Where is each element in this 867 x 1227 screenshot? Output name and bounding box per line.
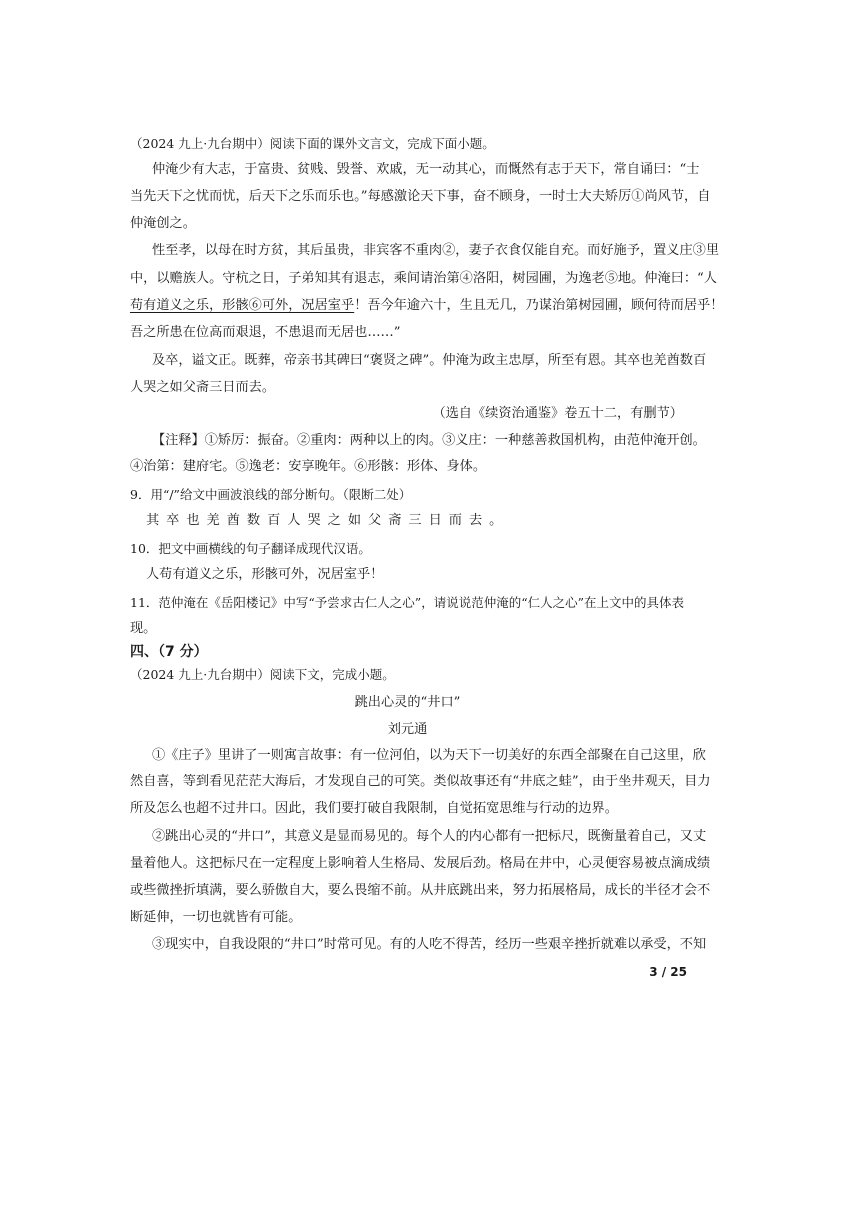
article-p1-line3: 所及怎么也超不过井口。因此，我们要打破自我限制，自觉拓宽思维与行动的边界。 xyxy=(130,801,618,816)
underlined-sentence: 苟有道义之乐，形骸⑥可外，况居室乎 xyxy=(130,298,355,313)
passage-p1-line3: 仲淹创之。 xyxy=(130,216,196,231)
article-title: 跳出心灵的“井口” xyxy=(354,695,461,710)
section4-intro: （2024 九上·九台期中）阅读下文，完成小题。 xyxy=(130,667,395,682)
article-p1-line2: 然自喜，等到看见茫茫大海后，才发现自己的可笑。类似故事还有“井底之蛙”，由于坐井观天，目力 xyxy=(130,774,711,789)
passage-source: （选自《续资治通鉴》卷五十二，有删节） xyxy=(432,406,683,421)
question-10-text: 人苟有道义之乐，形骸可外，况居室乎！ xyxy=(146,567,384,582)
article-p1-line1: ①《庄子》里讲了一则寓言故事：有一位河伯，以为天下一切美好的东西全部聚在自己这里，欣 xyxy=(152,748,706,763)
passage-p3-line1: 及卒，谥文正。既葬，帝亲书其碑曰“褒贤之碑”。仲淹为政主忠厚，所至有恩。其卒也羌酋数百 xyxy=(152,353,707,368)
article-p2-line3: 或些微挫折填满，要么骄傲自大，要么畏缩不前。从井底跳出来，努力拓展格局，成长的半径才会不 xyxy=(130,883,711,898)
passage-p2-line2: 中，以赡族人。守杭之日，子弟知其有退志，乘间请治第④洛阳，树园圃，为逸老⑤地。仲淹曰：“人 xyxy=(130,271,717,286)
notes-line2: ④治第：建府宅。⑤逸老：安享晚年。⑥形骸：形体、身体。 xyxy=(130,459,487,474)
passage-p3-line2: 人哭之如父斋三日而去。 xyxy=(130,380,276,395)
article-author: 刘元通 xyxy=(387,722,428,737)
section3-intro: （2024 九上·九台期中）阅读下面的课外文言文，完成下面小题。 xyxy=(130,136,495,151)
passage-p1-line2: 当先天下之忧而忧，后天下之乐而乐也。”每感激论天下事，奋不顾身，一时士大夫矫厉①尚风节，自 xyxy=(130,189,711,204)
question-10: 10．把文中画横线的句子翻译成现代汉语。 xyxy=(130,541,371,556)
question-11-line2: 现。 xyxy=(130,621,157,636)
article-p3-line1: ③现实中，自我设限的“井口”时常可见。有的人吃不得苦，经历一些艰辛挫折就难以承受，不知 xyxy=(152,937,707,952)
passage-p2-line3-rest: ！吾今年逾六十，生且无几，乃谋治第树园圃，顾何待而居乎！ xyxy=(354,298,724,313)
question-11-line1: 11．范仲淹在《岳阳楼记》中写“予尝求古仁人之心”，请说说范仲淹的“仁人之心”在上文中的具体表 xyxy=(130,595,684,610)
question-9-text: 其卒也羌酋数百人哭之如父斋三日而去。 xyxy=(146,513,510,528)
question-9: 9．用“/”给文中画波浪线的部分断句。（限断二处） xyxy=(130,487,412,502)
passage-p2-line1: 性至孝，以母在时方贫，其后虽贵，非宾客不重肉②，妻子衣食仅能自充。而好施予，置义庄③里 xyxy=(152,243,720,258)
passage-p2-line4: 吾之所患在位高而艰退，不患退而无居也……” xyxy=(130,325,401,340)
article-p2-line4: 断延伸，一切也就皆有可能。 xyxy=(130,910,302,925)
notes-line1: 【注释】①矫厉：振奋。②重肉：两种以上的肉。③义庄：一种慈善救国机构，由范仲淹开创。 xyxy=(152,433,706,448)
section4-heading: 四、（7 分） xyxy=(130,644,208,660)
page-number: 3 / 25 xyxy=(649,965,687,979)
passage-p2-line3 xyxy=(130,297,723,315)
article-p2-line2: 量着他人。这把标尺在一定程度上影响着人生格局、发展后劲。格局在井中，心灵便容易被点滴成绩 xyxy=(130,856,711,871)
passage-p1-line1: 仲淹少有大志，于富贵、贫贱、毁誉、欢戚，无一动其心，而慨然有志于天下，常自诵曰：“士 xyxy=(152,162,700,177)
article-p2-line1: ②跳出心灵的“井口”，其意义是显而易见的。每个人的内心都有一把标尺，既衡量着自己，又丈 xyxy=(152,829,707,844)
